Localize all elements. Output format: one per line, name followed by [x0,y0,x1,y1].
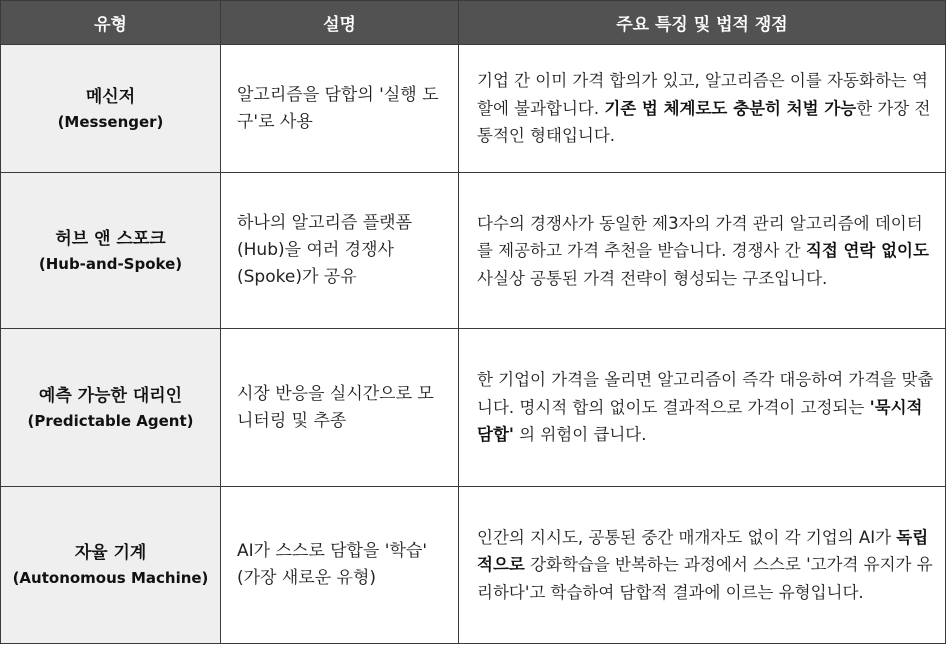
type-name: 메신저 [85,86,136,107]
features-cell [459,486,946,643]
type-english: (Hub-and-Spoke) [38,254,183,273]
description-cell: AI가 스스로 담합을 '학습' (가장 새로운 유형) [221,486,459,643]
features-emphasis: '묵시적 담합' [477,397,923,445]
features-text: 기업 간 이미 가격 합의가 있고, 알고리즘은 이를 자동화하는 역할에 불과합니다. [477,71,928,118]
features-cell [459,45,946,173]
table-row [1,45,946,173]
description-cell: 알고리즘을 담합의 '실행 도구'로 사용 [221,45,459,173]
description-cell: 시장 반응을 실시간으로 모니터링 및 추종 [221,329,459,486]
type-name: 예측 가능한 대리인 [38,385,183,406]
features-emphasis: 기존 법 체계로도 충분히 처벌 가능 [604,98,857,118]
features-emphasis: 직접 연락 없이도 [805,241,929,261]
header-description: 설명 [221,1,459,45]
features-cell [459,173,946,329]
header-features: 주요 특징 및 법적 쟁점 [459,1,946,45]
description-cell: 하나의 알고리즘 플랫폼(Hub)을 여러 경쟁사(Spoke)가 공유 [221,173,459,329]
features-emphasis: 독립적으로 [477,527,929,575]
type-cell [1,486,221,643]
features-text: 한 가장 전통적인 형태입니다. [477,98,931,146]
table-row [1,329,946,486]
type-cell [1,45,221,173]
table-row [1,173,946,329]
type-english: (Predictable Agent) [27,411,194,430]
type-name: 자율 기계 [74,542,147,563]
features-text: 인간의 지시도, 공통된 중간 매개자도 없이 각 기업의 AI가 [477,527,897,547]
features-text: 강화학습을 반복하는 과정에서 스스로 '고가격 유지가 유리하다'고 학습하여 담합적 결과에 이르는 유형입니다. [477,555,933,602]
features-text: 다수의 경쟁사가 동일한 제3자의 가격 관리 알고리즘에 데이터를 제공하고 가격 추천을 받습니다. 경쟁사 간 [477,213,923,261]
type-cell [1,329,221,486]
type-cell [1,173,221,329]
type-name: 허브 앤 스포크 [55,228,166,249]
table-row [1,486,946,643]
features-text: 의 위험이 큽니다. [513,425,647,445]
type-english: (Messenger) [57,112,164,131]
table-header [1,1,946,45]
features-text: 사실상 공통된 가격 전략이 형성되는 구조입니다. [477,268,828,288]
header-type: 유형 [1,1,221,45]
features-cell [459,329,946,486]
features-text: 한 기업이 가격을 올리면 알고리즘이 즉각 대응하여 가격을 맞춥니다. 명시적 합의 없이도 결과적으로 가격이 고정되는 [477,370,934,417]
type-english: (Autonomous Machine) [12,568,209,587]
